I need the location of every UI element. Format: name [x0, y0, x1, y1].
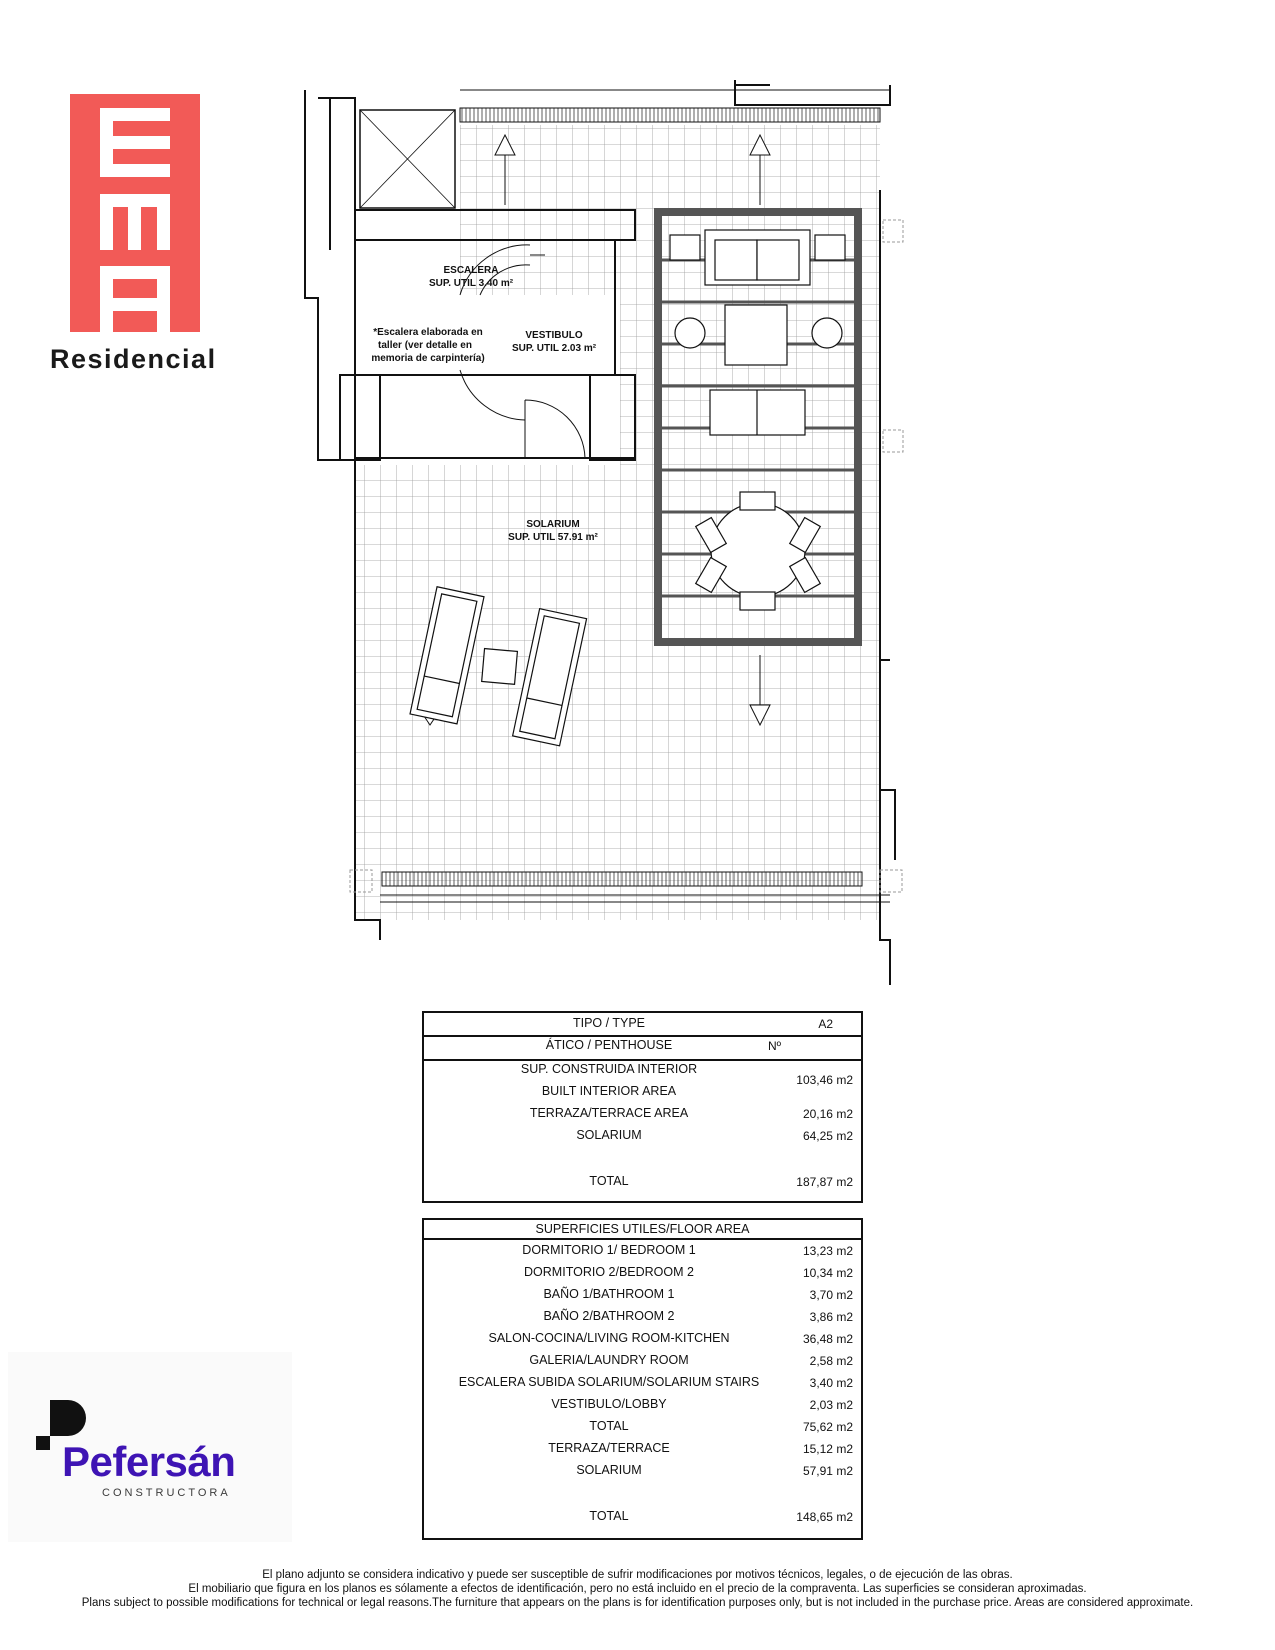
floor-total-value: 148,65 m2 [796, 1510, 853, 1524]
label-solarium: SOLARIUM [526, 519, 580, 530]
label-vestibulo: VESTIBULO [525, 330, 583, 341]
type-row-4-value: 64,25 m2 [802, 1129, 853, 1143]
floor-row-7-value: 3,40 m2 [809, 1376, 853, 1390]
floor-row-8-label: VESTIBULO/LOBBY [551, 1397, 667, 1411]
floor-row-3-label: BAÑO 1/BATHROOM 1 [543, 1287, 675, 1301]
disclaimer-line-3: Plans subject to possible modifications for technical or legal reasons.The furniture that appears on the plans is for identification purposes only, but is not included in the purchase price. Areas are considered approximate. [81, 1597, 1194, 1609]
floor-table-title: SUPERFICIES UTILES/FLOOR AREA [424, 1220, 861, 1240]
type-value: A2 [818, 1017, 833, 1031]
ema-logo [70, 94, 200, 332]
floor-row-11-value: 57,91 m2 [802, 1464, 853, 1478]
floor-row-5-label: SALON-COCINA/LIVING ROOM-KITCHEN [488, 1331, 730, 1345]
floor-row-9-value: 75,62 m2 [802, 1420, 853, 1434]
floor-row-4-value: 3,86 m2 [809, 1310, 853, 1324]
floor-row-1-value: 13,23 m2 [802, 1244, 853, 1258]
floor-row-4-label: BAÑO 2/BATHROOM 2 [543, 1309, 675, 1323]
disclaimer-line-1: El plano adjunto se considera indicativo y puede ser susceptible de sufrir modificaciones por motivos técnicos, legales, o de ejecución de las obras. [262, 1569, 1013, 1581]
type-total-label: TOTAL [589, 1174, 629, 1188]
floor-row-2-value: 10,34 m2 [802, 1266, 853, 1280]
type-row-3-value: 20,16 m2 [802, 1107, 853, 1121]
floor-row-8-value: 2,03 m2 [809, 1398, 853, 1412]
type-row-3-label: TERRAZA/TERRACE AREA [529, 1106, 689, 1120]
floor-row-1-label: DORMITORIO 1/ BEDROOM 1 [522, 1243, 696, 1257]
floor-area-table [422, 1218, 863, 1540]
type-number-label: Nº [767, 1039, 781, 1053]
area-escalera: SUP. UTIL 3.40 m² [428, 278, 514, 289]
type-row-1-value: 103,46 m2 [796, 1073, 853, 1087]
disclaimer-line-2: El mobiliario que figura en los planos es sólamente a efectos de identificación, pero no está incluido en el precio de la compraventa. Las superficies se consideran aproximadas. [188, 1583, 1087, 1595]
pefersan-subtitle: CONSTRUCTORA [102, 1487, 231, 1499]
floor-total-label: TOTAL [589, 1509, 629, 1523]
floor-row-11-label: SOLARIUM [576, 1463, 642, 1477]
area-vestibulo: SUP. UTIL 2.03 m² [511, 343, 597, 354]
floor-row-10-label: TERRAZA/TERRACE [548, 1441, 670, 1455]
type-row-2-label: BUILT INTERIOR AREA [541, 1084, 677, 1098]
type-category: ÁTICO / PENTHOUSE [545, 1038, 673, 1052]
floor-row-6-label: GALERIA/LAUNDRY ROOM [529, 1353, 689, 1367]
stair-note-2: taller (ver detalle en [378, 340, 472, 351]
floor-row-10-value: 15,12 m2 [802, 1442, 853, 1456]
floor-row-2-label: DORMITORIO 2/BEDROOM 2 [524, 1265, 694, 1279]
type-table [422, 1011, 863, 1203]
floor-row-7-label: ESCALERA SUBIDA SOLARIUM/SOLARIUM STAIRS [458, 1375, 760, 1389]
ema-subtitle: Residencial [50, 344, 217, 374]
area-solarium: SUP. UTIL 57.91 m² [508, 532, 598, 543]
stair-note-1: *Escalera elaborada en [373, 327, 483, 338]
label-escalera: ESCALERA [443, 265, 499, 276]
type-row-4-label: SOLARIUM [576, 1128, 642, 1142]
pefersan-name: Pefersán [62, 1438, 236, 1485]
type-row-1-label: SUP. CONSTRUIDA INTERIOR [520, 1062, 698, 1076]
type-total-value: 187,87 m2 [796, 1175, 853, 1189]
floor-row-5-value: 36,48 m2 [802, 1332, 853, 1346]
floor-row-9-label: TOTAL [589, 1419, 629, 1433]
floor-row-3-value: 3,70 m2 [809, 1288, 853, 1302]
floor-plan [300, 80, 940, 990]
type-label: TIPO / TYPE [572, 1016, 645, 1030]
stair-note-3: memoria de carpintería) [371, 353, 485, 364]
disclaimer-footer [0, 1568, 1275, 1610]
floor-row-6-value: 2,58 m2 [809, 1354, 853, 1368]
